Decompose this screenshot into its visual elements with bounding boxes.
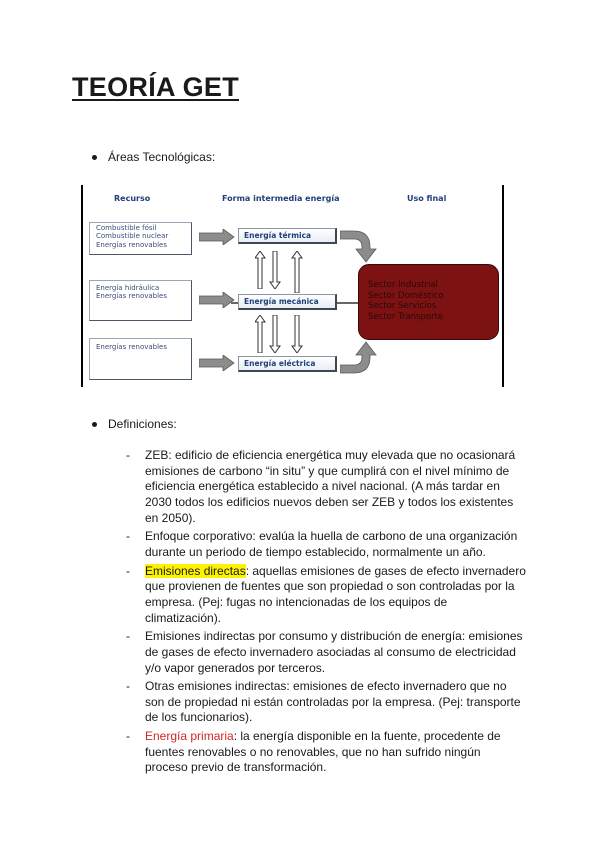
source-item: Energía hidráulica	[96, 284, 160, 292]
list-dash: -	[126, 529, 130, 544]
definition-emisiones-indirectas-energia	[126, 629, 526, 676]
source-item: Energías renovables	[96, 292, 167, 301]
source-item: Energías renovables	[96, 240, 167, 249]
header-recurso: Recurso	[114, 194, 151, 203]
header-forma-intermedia: Forma intermedia energía	[222, 194, 340, 203]
definition-energia-primaria	[126, 729, 526, 776]
bidirectional-arrow-icon	[255, 315, 281, 353]
header-uso-final: Uso final	[407, 194, 447, 203]
energy-mecanica-box: Energía mecánica	[238, 294, 337, 310]
source-box-fossil	[89, 222, 192, 255]
list-dash: -	[126, 629, 130, 644]
list-dash: -	[126, 448, 130, 462]
source-item: Combustible nuclear	[96, 232, 169, 241]
definition-text: Otras emisiones indirectas: emisiones de efecto invernadero que no son de propiedad ni están controladas por la empresa. (Pej: transporte de los funcionarios).	[145, 679, 521, 725]
arrow-down-icon	[291, 315, 303, 353]
bullet-dot	[92, 155, 97, 160]
list-dash: -	[126, 728, 130, 743]
definition-enfoque-corporativo	[126, 529, 526, 560]
definition-emisiones-directas	[126, 564, 526, 627]
sector-item: Sector Doméstico	[368, 290, 444, 301]
list-dash: -	[126, 679, 130, 694]
arrow-right-icon	[199, 229, 235, 245]
definition-text: : la energía disponible en la fuente, procedente de fuentes renovables o no renovables, que no han sufrido ningún proceso previo de transformación.	[145, 728, 501, 775]
definition-text: ZEB: edificio de eficiencia energética muy elevada que no ocasionará emisiones de carbono “in situ” y que cumplirá con el nivel mínimo de eficiencia energética establecido a nivel nacional. (A más tardar en 2030 todos los edificios nuevos deben ser ZEB y todos los existentes en 2050).	[145, 448, 516, 525]
sector-item: Sector Industrial	[368, 280, 438, 290]
definitions-list	[126, 448, 526, 779]
arrow-up-icon	[291, 251, 303, 293]
definition-text: : aquellas emisiones de gases de efecto invernadero que provienen de fuentes que son propiedad o son controladas por la empresa. (Pej: fugas no intencionadas de los equipos de climatización).	[145, 563, 526, 625]
energy-termica-box: Energía térmica	[238, 228, 337, 244]
sector-item: Sector Servicios	[368, 301, 437, 312]
definition-text: Enfoque corporativo: evalúa la huella de carbono de una organización durante un periodo de tiempo establecido, normalmente un año.	[145, 529, 518, 560]
diagram-right-edge	[502, 185, 504, 387]
bullet-definiciones-text: Definiciones:	[108, 417, 177, 431]
bidirectional-arrow-icon	[255, 251, 281, 289]
source-item: Combustible fósil	[96, 224, 157, 232]
energy-diagram	[81, 185, 504, 387]
curved-arrow-down-icon	[340, 227, 380, 263]
source-box-renewables	[89, 338, 192, 380]
source-box-hydraulic	[89, 280, 192, 321]
energy-electrica-box: Energía eléctrica	[238, 356, 337, 372]
source-item: Energías renovables	[96, 343, 167, 351]
definition-zeb	[126, 448, 526, 527]
sector-item: Sector Transporte	[368, 311, 444, 322]
definition-text: Emisiones indirectas por consumo y distribución de energía: emisiones de gases de efecto invernadero asociadas al consumo de electricidad y/o vapor generados por terceros.	[145, 629, 523, 675]
final-use-sectors	[358, 264, 499, 340]
curved-arrow-up-icon	[340, 341, 380, 377]
highlighted-term: Emisiones directas	[145, 563, 246, 578]
page-title: TEORÍA GET	[72, 72, 240, 102]
red-term: Energía primaria	[145, 728, 234, 743]
bullet-areas-text: Áreas Tecnológicas:	[108, 150, 216, 164]
diagram-left-edge	[81, 185, 83, 387]
definition-otras-emisiones	[126, 679, 526, 726]
arrow-right-icon	[199, 292, 235, 308]
arrow-right-icon	[199, 355, 235, 371]
bullet-dot	[92, 422, 97, 427]
list-dash: -	[126, 563, 130, 578]
